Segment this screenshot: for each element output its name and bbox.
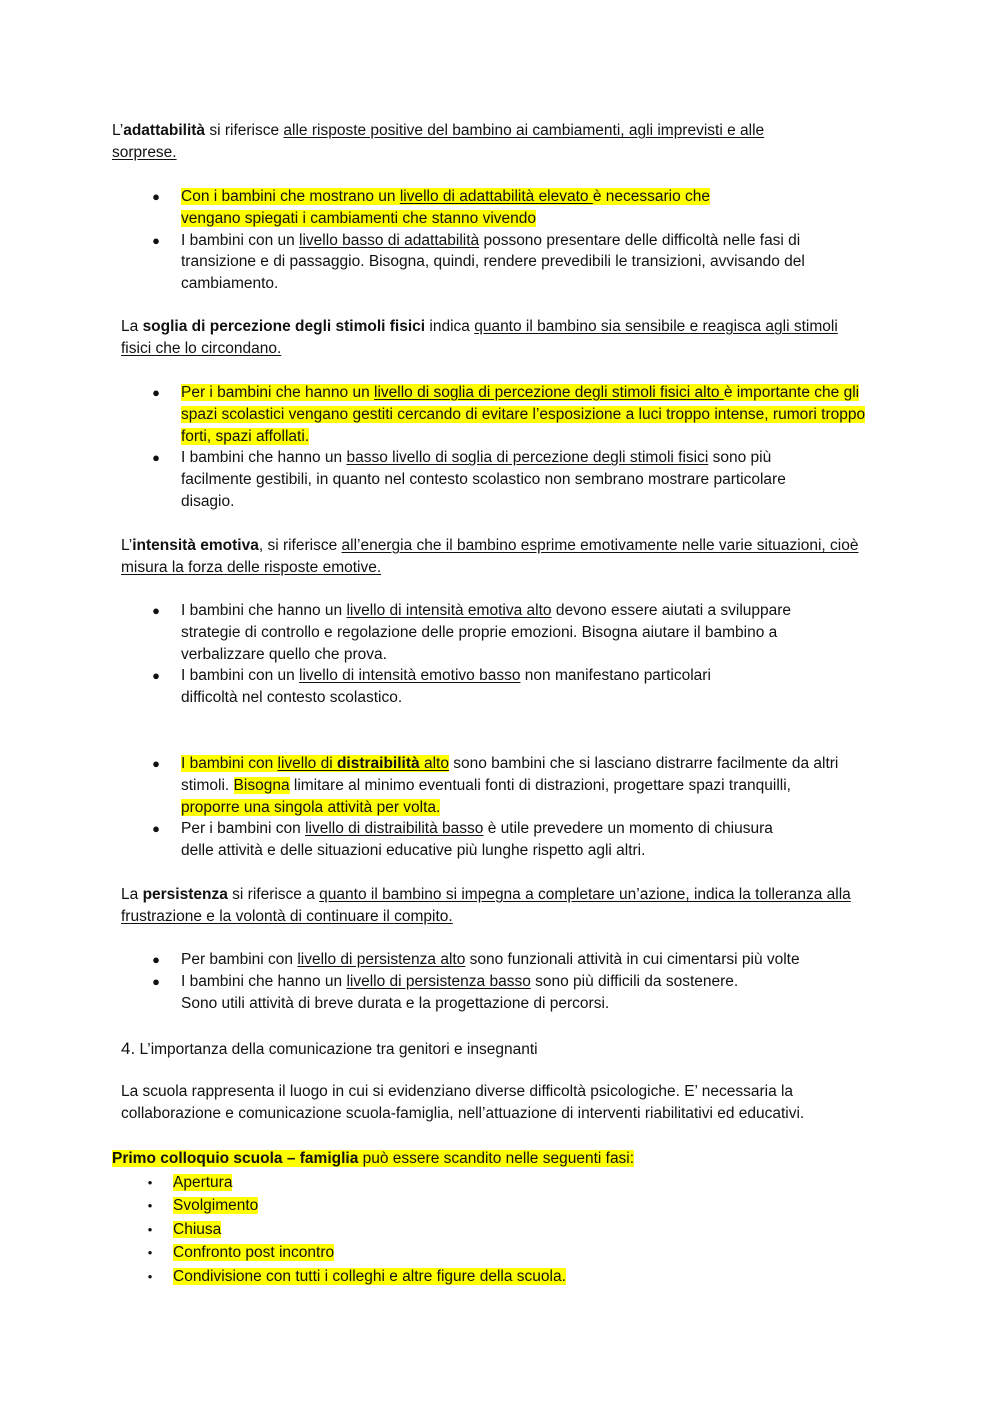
intensita-def: all’energia che il bambino esprime emotivamente nelle varie situazioni, cioè misura la forza delle risposte emotive.: [121, 537, 859, 576]
list-item: ● Con i bambini che mostrano un livello di adattabilità elevato è necessario che vengano spiegati i cambiamenti che stanno vivendo: [152, 188, 711, 227]
adattabilita-list: [152, 186, 871, 295]
colloquio-term: Primo colloquio scuola – famiglia: [112, 1150, 359, 1167]
bullet-icon: •: [147, 1198, 153, 1214]
list-item: • Svolgimento: [173, 1194, 773, 1217]
intensita-definition: L’intensità emotiva, si riferisce all’energia che il bambino esprime emotivamente nelle varie situazioni, cioè misura la forza delle risposte emotive.: [121, 537, 859, 576]
bullet-icon: •: [147, 1268, 153, 1284]
bullet-icon: ●: [152, 189, 160, 204]
section-paragraph: La scuola rappresenta il luogo in cui si evidenziano diverse difficoltà psicologiche. E’ necessaria la collaborazione e comunicazione scuola-famiglia, nell’attuazione di interventi riabilitativi ed educativi.: [121, 1083, 805, 1122]
adattabilita-def: alle risposte positive del bambino ai cambiamenti, agli imprevisti e alle sorprese.: [112, 122, 765, 161]
list-item: ● I bambini con un livello basso di adattabilità possono presentare delle difficoltà nelle fasi di transizione e di passaggio. Bisogna, quindi, rendere prevedibili le transizioni, avvisando del cambiamento.: [152, 231, 805, 293]
colloquio-heading: Primo colloquio scuola – famiglia può essere scandito nelle seguenti fasi:: [112, 1150, 635, 1167]
bullet-icon: ●: [152, 973, 160, 989]
persistenza-list: [152, 949, 881, 1014]
section-title: L’importanza della comunicazione tra genitori e insegnanti: [135, 1041, 538, 1058]
persistenza-term: persistenza: [142, 886, 228, 903]
bullet-icon: •: [147, 1221, 153, 1237]
list-item: ● Per i bambini con livello di distraibilità basso è utile prevedere un momento di chiusura delle attività e delle situazioni educative più lunghe rispetto agli altri.: [152, 820, 773, 860]
bullet-icon: •: [147, 1175, 153, 1190]
soglia-def: quanto il bambino sia sensibile e reagisca agli stimoli fisici che lo circondano.: [121, 318, 838, 357]
list-item: • Chiusa: [173, 1218, 773, 1241]
list-item: ● I bambini con livello di distraibilità alto sono bambini che si lasciano distrarre facilmente da altri stimoli. Bisogna limitare al minimo eventuali fonti di distrazioni, progettare spazi tranquilli, proporre una singola attività per volta.: [152, 755, 839, 816]
intensita-list: [152, 600, 851, 709]
colloquio-phases-list: [147, 1171, 773, 1288]
bullet-icon: ●: [152, 756, 160, 771]
soglia-term: soglia di percezione degli stimoli fisici: [142, 318, 426, 335]
persistenza-def: quanto il bambino si impegna a completare un’azione, indica la tolleranza alla frustrazione e la volontà di continuare il compito.: [121, 886, 851, 925]
list-item: ● I bambini che hanno un livello di persistenza basso sono più difficili da sostenere. Sono utili attività di breve durata e la progettazione di percorsi.: [152, 972, 739, 1012]
list-item: ● I bambini con un livello di intensità emotivo basso non manifestano particolari difficoltà nel contesto scolastico.: [152, 667, 711, 707]
bullet-icon: ●: [152, 385, 160, 400]
distraibilita-list: [152, 753, 846, 862]
adattabilita-definition: L’adattabilità si riferisce alle risposte positive del bambino ai cambiamenti, agli imprevisti e alle sorprese.: [112, 122, 765, 161]
bullet-icon: ●: [152, 668, 160, 684]
bullet-icon: ●: [152, 603, 160, 618]
soglia-definition: La soglia di percezione degli stimoli fisici indica quanto il bambino sia sensibile e reagisca agli stimoli fisici che lo circondano.: [121, 318, 838, 357]
intensita-term: intensità emotiva: [132, 537, 259, 554]
list-item: • Apertura: [173, 1171, 773, 1194]
list-item: ● Per i bambini che hanno un livello di soglia di percezione degli stimoli fisici alto è importante che gli spazi scolastici vengano gestiti cercando di evitare l’esposizione a luci troppo intense, rumori troppo forti, spazi affollati.: [152, 384, 866, 445]
list-item: ● Per bambini con livello di persistenza alto sono funzionali attività in cui cimentarsi più volte: [181, 949, 881, 971]
bullet-icon: ●: [152, 232, 160, 248]
list-item: ● I bambini che hanno un livello di intensità emotiva alto devono essere aiutati a sviluppare strategie di controllo e regolazione delle proprie emozioni. Bisogna aiutare il bambino a verbalizzare quello che prova.: [152, 602, 792, 663]
persistenza-definition: La persistenza si riferisce a quanto il bambino si impegna a completare un’azione, indica la tolleranza alla frustrazione e la volontà di continuare il compito.: [121, 886, 851, 925]
bullet-icon: •: [147, 1245, 153, 1261]
bullet-icon: ●: [152, 821, 160, 837]
list-item: • Condivisione con tutti i colleghi e altre figure della scuola.: [173, 1265, 773, 1288]
list-item: ● I bambini che hanno un basso livello di soglia di percezione degli stimoli fisici sono più facilmente gestibili, in quanto nel contesto scolastico non sembrano mostrare particolare disagio.: [152, 449, 786, 510]
bullet-icon: ●: [152, 952, 160, 967]
section-heading: [121, 1038, 821, 1061]
soglia-list: [152, 382, 876, 513]
bullet-icon: ●: [152, 450, 160, 466]
section-number: 4.: [121, 1039, 136, 1058]
adattabilita-term: adattabilità: [123, 122, 206, 139]
list-item: • Confronto post incontro: [173, 1241, 773, 1264]
